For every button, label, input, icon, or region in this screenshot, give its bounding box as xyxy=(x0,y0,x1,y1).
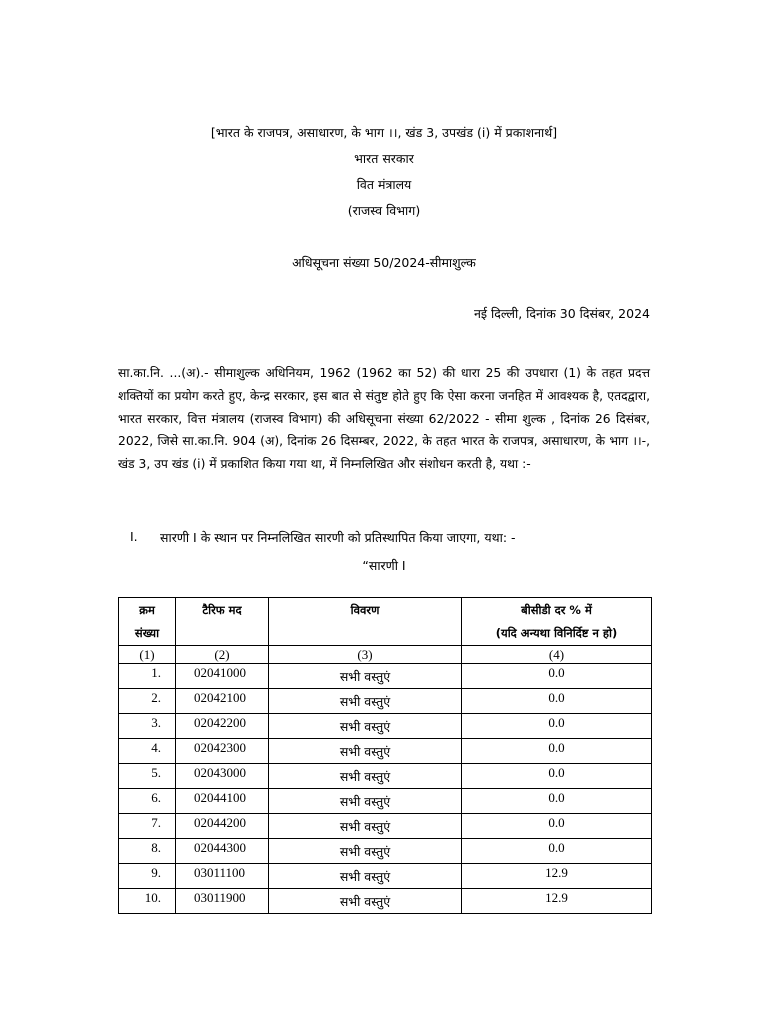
cell-description: सभी वस्तुएं xyxy=(269,864,462,889)
cell-tariff: 02043000 xyxy=(176,764,269,789)
cell-rate: 0.0 xyxy=(462,814,652,839)
cell-description: सभी वस्तुएं xyxy=(269,889,462,914)
cell-serial: 7. xyxy=(119,814,176,839)
cell-rate: 0.0 xyxy=(462,839,652,864)
cell-serial: 5. xyxy=(119,764,176,789)
table-caption: “सारणी I xyxy=(362,558,406,573)
header-rate-line1: बीसीडी दर % में xyxy=(521,603,592,617)
header-description: विवरण xyxy=(269,598,462,646)
cell-tariff: 02042300 xyxy=(176,739,269,764)
column-number: (1) xyxy=(119,646,176,664)
ministry-name: वित मंत्रालय xyxy=(356,177,412,192)
column-number: (4) xyxy=(462,646,652,664)
column-number: (2) xyxy=(176,646,269,664)
column-number: (3) xyxy=(269,646,462,664)
cell-description: सभी वस्तुएं xyxy=(269,839,462,864)
cell-tariff: 03011900 xyxy=(176,889,269,914)
cell-rate: 0.0 xyxy=(462,664,652,689)
cell-description: सभी वस्तुएं xyxy=(269,789,462,814)
cell-serial: 9. xyxy=(119,864,176,889)
notification-number: अधिसूचना संख्या 50/2024-सीमाशुल्क xyxy=(292,255,476,270)
header-serial-number xyxy=(119,598,176,646)
table-row xyxy=(119,839,652,864)
cell-rate: 12.9 xyxy=(462,864,652,889)
cell-tariff: 02042200 xyxy=(176,714,269,739)
cell-rate: 0.0 xyxy=(462,764,652,789)
header-serial-line2: संख्या xyxy=(134,626,160,640)
cell-rate: 12.9 xyxy=(462,889,652,914)
header-bcd-rate xyxy=(462,598,652,646)
header-tariff-item: टैरिफ मद xyxy=(176,598,269,646)
cell-rate: 0.0 xyxy=(462,714,652,739)
header-serial-line1: क्रम xyxy=(139,603,155,617)
cell-tariff: 02044200 xyxy=(176,814,269,839)
table-row xyxy=(119,664,652,689)
cell-rate: 0.0 xyxy=(462,789,652,814)
cell-tariff: 02044300 xyxy=(176,839,269,864)
cell-description: सभी वस्तुएं xyxy=(269,714,462,739)
cell-tariff: 02041000 xyxy=(176,664,269,689)
cell-description: सभी वस्तुएं xyxy=(269,764,462,789)
cell-description: सभी वस्तुएं xyxy=(269,814,462,839)
header-rate-line2: (यदि अन्यथा विनिर्दिष्ट न हो) xyxy=(495,626,618,640)
table-row xyxy=(119,739,652,764)
cell-rate: 0.0 xyxy=(462,739,652,764)
table-row xyxy=(119,789,652,814)
cell-serial: 2. xyxy=(119,689,176,714)
cell-rate: 0.0 xyxy=(462,689,652,714)
cell-tariff: 02042100 xyxy=(176,689,269,714)
notification-body-paragraph: सा.का.नि. ...(अ).- सीमाशुल्क अधिनियम, 1962 (1962 का 52) की धारा 25 की उपधारा (1) के तहत प्रदत्त शक्तियों का प्रयोग करते हुए, केन्द्र सरकार, इस बात से संतुष्ट होते हुए कि ऐसा करना जनहित में आवश्यक है, एतदद्वारा, भारत सरकार, वित्त मंत्रालय (राजस्व विभाग) की अधिसूचना संख्या 62/2022 - सीमा शुल्क , दिनांक 26 दिसंबर, 2022, जिसे सा.का.नि. 904 (अ), दिनांक 26 दिसम्बर, 2022, के तहत भारत के राजपत्र, असाधारण, के भाग ।।-, खंड 3, उप खंड (i) में प्रकाशित किया गया था, में निम्नलिखित और संशोधन करती है, यथा :- xyxy=(118,366,650,472)
table-row xyxy=(119,814,652,839)
table-row xyxy=(119,689,652,714)
table-row xyxy=(119,714,652,739)
cell-serial: 4. xyxy=(119,739,176,764)
column-number-row xyxy=(119,646,652,664)
department-name: (राजस्व विभाग) xyxy=(347,203,421,218)
government-name: भारत सरकार xyxy=(354,151,414,166)
cell-serial: 6. xyxy=(119,789,176,814)
item-text: सारणी I के स्थान पर निम्नलिखित सारणी को प्रतिस्थापित किया जाएगा, यथा: - xyxy=(160,530,516,545)
table-row xyxy=(119,864,652,889)
cell-description: सभी वस्तुएं xyxy=(269,664,462,689)
cell-serial: 1. xyxy=(119,664,176,689)
gazette-publication-line: [भारत के राजपत्र, असाधारण, के भाग ।।, खंड 3, उपखंड (i) में प्रकाशनार्थ] xyxy=(210,125,558,140)
cell-description: सभी वस्तुएं xyxy=(269,739,462,764)
item-number: I. xyxy=(130,529,138,544)
cell-serial: 10. xyxy=(119,889,176,914)
cell-description: सभी वस्तुएं xyxy=(269,689,462,714)
cell-tariff: 03011100 xyxy=(176,864,269,889)
table-header-row xyxy=(119,598,652,646)
cell-tariff: 02044100 xyxy=(176,789,269,814)
table-row xyxy=(119,889,652,914)
place-and-date: नई दिल्ली, दिनांक 30 दिसंबर, 2024 xyxy=(473,306,650,321)
tariff-table xyxy=(118,597,652,914)
cell-serial: 3. xyxy=(119,714,176,739)
cell-serial: 8. xyxy=(119,839,176,864)
table-row xyxy=(119,764,652,789)
